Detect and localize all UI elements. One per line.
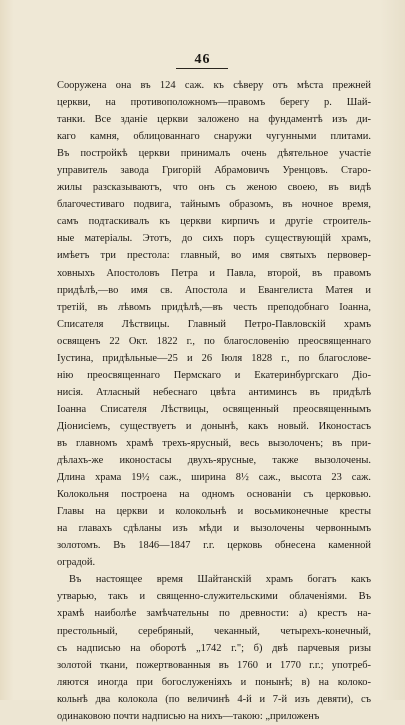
text-line: одинаковою почти надписью на нихъ—такою: „приложенъ bbox=[57, 710, 320, 722]
body-text bbox=[57, 77, 371, 725]
text-line: съ надписью на оборотѣ „1742 г."; б) двѣ парчевыя ризы bbox=[57, 642, 371, 654]
text-line: Въ постройкѣ церкви принималъ очень дѣятельное участіе bbox=[57, 148, 371, 160]
text-line: Іоанна Списателя Лѣствицы, освященный преосвященнымъ bbox=[57, 403, 371, 415]
header-rule bbox=[176, 68, 228, 69]
text-line: третій, въ лѣвомъ придѣлѣ,—въ честь преподобнаго Іоанна, bbox=[57, 301, 371, 313]
text-line: храмѣ наиболѣе замѣчательны по древности: а) крестъ на- bbox=[57, 608, 371, 620]
text-line: Главы на церкви и колокольнѣ и восьмиконечные кресты bbox=[57, 506, 371, 518]
text-line: золотомъ. Въ 1846—1847 г.г. церковь обнесена каменной bbox=[57, 540, 371, 552]
text-line: Діонисіемъ, существуетъ и донынѣ, какъ новый. Иконостасъ bbox=[57, 420, 371, 432]
text-line: дѣлахъ-же иконостасы двухъ-ярусные, также вызолочены. bbox=[57, 455, 371, 467]
text-line: утварью, такъ и священно-служительскими облаченіями. Въ bbox=[57, 591, 371, 603]
text-line: оградой. bbox=[57, 557, 96, 569]
text-line: въ главномъ храмѣ трехъ-ярусный, весь вызолоченъ; въ при- bbox=[57, 437, 371, 449]
text-line: жилы разсказываютъ, что онъ съ женою своею, въ видѣ bbox=[57, 182, 371, 194]
text-line: танки. Все зданіе церкви заложено на фундаментѣ изъ ди- bbox=[57, 114, 371, 126]
text-line: золотой ткани, пожертвованныя въ 1760 и 1770 г.г.; употреб- bbox=[57, 659, 371, 671]
text-line: ные матеріалы. Этотъ, до сихъ поръ существующій храмъ, bbox=[57, 233, 371, 245]
text-line: ляются иногда при богослуженіяхъ и понынѣ; в) на колоко- bbox=[57, 676, 371, 688]
text-line: Колокольня построена на одномъ основаніи съ церковью. bbox=[57, 489, 371, 501]
text-line: Длина храма 19½ саж., ширина 8½ саж., высота 23 саж. bbox=[57, 472, 371, 484]
text-line: каго камня, облицованнаго снаружи чугунными плитами. bbox=[57, 131, 371, 143]
text-line: самъ подтаскивалъ къ церкви кирпичъ и другіе строитель- bbox=[57, 216, 371, 228]
text-line: на главахъ сдѣланы изъ мѣди и вызолочены червоннымъ bbox=[57, 523, 371, 535]
text-line: благочестиваго подвига, тайнымъ образомъ, въ ночное время, bbox=[57, 199, 371, 211]
text-line: управитель завода Григорій Абрамовичъ Уренцовъ. Старо- bbox=[57, 165, 371, 177]
text-line: Списателя Лѣствицы. Главный Петро-Павловскій храмъ bbox=[57, 318, 371, 330]
page-number: 46 bbox=[194, 52, 211, 67]
text-line: Въ настоящее время Шайтанскій храмъ богатъ какъ bbox=[69, 574, 371, 586]
text-line: Іустина, придѣльные—25 и 26 Іюля 1828 г., по благослове- bbox=[57, 352, 371, 364]
paragraph bbox=[57, 571, 371, 724]
text-line: церкви, на противоположномъ—правомъ берегу р. Шай- bbox=[57, 97, 371, 109]
text-line: кольнѣ два колокола (по величинѣ 4-й и 7-й изъ девяти), съ bbox=[57, 693, 371, 705]
text-line: нію преосвященнаго Пермскаго и Екатеринбургскаго Діо- bbox=[57, 369, 371, 381]
text-line: престольный, серебряный, чеканный, четырехъ-конечный, bbox=[57, 625, 371, 637]
text-line: имѣетъ три престола: главный, во имя святыхъ первовер- bbox=[57, 250, 371, 262]
text-line: Сооружена она въ 124 саж. къ сѣверу отъ мѣста прежней bbox=[57, 80, 371, 91]
text-line: нисія. Атласный небеснаго цвѣта антиминсъ въ придѣлѣ bbox=[57, 386, 371, 398]
text-line: ховныхъ Апостоловъ Петра и Павла, второй, въ правомъ bbox=[57, 267, 371, 279]
text-line: придѣлѣ,—во имя св. Апостола и Евангелиста Матея и bbox=[57, 284, 371, 296]
paragraph bbox=[57, 77, 371, 571]
text-line: освященъ 22 Окт. 1822 г., по благословенію преосвященнаго bbox=[57, 335, 371, 347]
